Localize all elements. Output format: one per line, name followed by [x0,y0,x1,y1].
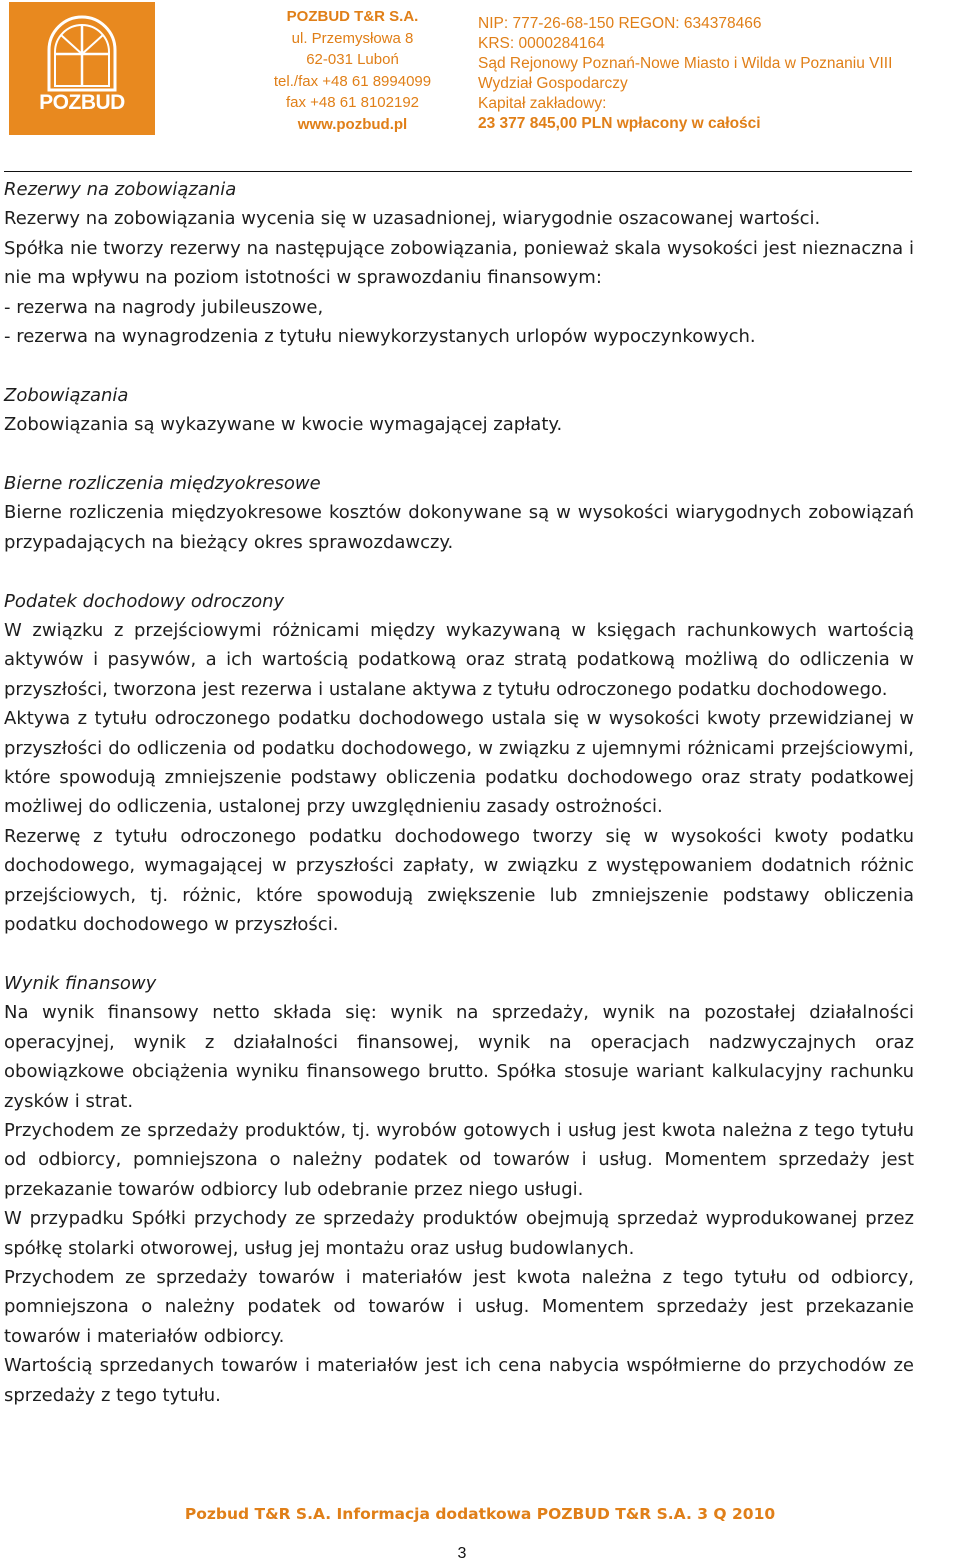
document-body [4,175,914,1410]
company-logo [9,2,155,135]
paragraph: Bierne rozliczenia międzyokresowe kosztów dokonywane są w wysokości wiarygodnych zobowiązań przypadających na bieżący okres sprawozdawczy. [4,502,914,553]
section-heading-bierne: Bierne rozliczenia międzyokresowe [4,473,321,495]
paragraph: Rezerwy na zobowiązania wycenia się w uzasadnionej, wiarygodnie oszacowanej wartości. [4,208,821,230]
logo-text: POZBUD [39,91,125,114]
paragraph: Wartością sprzedanych towarów i materiałów jest ich cena nabycia współmierne do przychodów ze sprzedaży z tego tytułu. [4,1355,914,1406]
capital-label: Kapitał zakładowy: [478,95,607,112]
court-name: Sąd Rejonowy Poznań-Nowe Miasto i Wilda w Poznaniu VIII [478,55,893,72]
registration-block [478,14,960,134]
krs-number: KRS: 0000284164 [478,35,605,52]
capital-value: 23 377 845,00 PLN wpłacony w całości [478,115,761,132]
company-name: POZBUD T&R S.A. [286,8,419,25]
section-heading-rezerwy: Rezerwy na zobowiązania [4,179,237,200]
company-tel: tel./fax +48 61 8994099 [273,72,432,90]
window-logo-icon [9,2,155,135]
header-divider [4,171,912,172]
paragraph: Spółka nie tworzy rezerwy na następujące zobowiązania, ponieważ skala wysokości jest nieznaczna i nie ma wpływu na poziom istotności w sprawozdaniu finansowym: [4,237,914,289]
paragraph: Zobowiązania są wykazywane w kwocie wymagającej zapłaty. [4,414,563,436]
page-header [0,0,960,140]
section-heading-podatek: Podatek dochodowy odroczony [4,590,285,612]
paragraph: W przypadku Spółki przychody ze sprzedaży produktów obejmują sprzedaż wyprodukowanej przez spółkę stolarki otworowej, usług jej montażu oraz usług budowlanych. [4,1208,914,1259]
paragraph: Rezerwę z tytułu odroczonego podatku dochodowego tworzy się w wysokości kwoty podatku dochodowego, wymagającej w przyszłości zapłaty, w związku z występowaniem dodatnich różnic przejściowych, tj. różnic, które spowodują zwiększenie lub zmniejszenie podstawy obliczenia podatku dochodowego w przyszłości. [4,825,914,936]
paragraph: Przychodem ze sprzedaży produktów, tj. wyrobów gotowych i usług jest kwota należna z tego tytułu od odbiorcy, pomniejszona o należny podatek od towarów i usług. Momentem sprzedaży jest przekazanie towarów odbiorcy lub odebranie przez niego usługi. [4,1119,914,1200]
company-street: ul. Przemysłowa 8 [291,29,414,47]
court-department: Wydział Gospodarczy [478,75,628,92]
company-address-block [245,6,460,135]
list-item: - rezerwa na nagrody jubileuszowe, [4,296,324,318]
paragraph: W związku z przejściowymi różnicami między wykazywaną w księgach rachunkowych wartością aktywów i pasywów, a ich wartością podatkową oraz stratą podatkową możliwą do odliczenia w przyszłości, tworzona jest rezerwa i ustalane aktywa z tytułu odroczonego podatku dochodowego. [4,620,914,700]
page-number: 3 [457,1545,467,1562]
paragraph: Na wynik finansowy netto składa się: wynik na sprzedaży, wynik na pozostałej działalności operacyjnej, wynik z działalności finansowej, wynik na operacjach nadzwyczajnych oraz obowiązkowe obciążenia wyniku finansowego brutto. Spółka stosuje wariant kalkulacyjny rachunku zysków i strat. [4,1002,914,1112]
list-item: - rezerwa na wynagrodzenia z tytułu niewykorzystanych urlopów wypoczynkowych. [4,326,756,348]
company-fax: fax +48 61 8102192 [285,94,420,111]
section-heading-zobowiazania: Zobowiązania [4,384,129,406]
paragraph: Aktywa z tytułu odroczonego podatku dochodowego ustala się w wysokości kwoty przewidzianej w przyszłości do odliczenia od podatku dochodowego, w związku z ujemnymi różnicami przejściowymi, które spowodują zmniejszenie podstawy obliczenia podatku dochodowego oraz straty podatkowej możliwej do odliczenia, ustalonej przy uwzględnieniu zasady ostrożności. [4,708,914,818]
company-city: 62-031 Luboń [306,51,399,68]
paragraph: Przychodem ze sprzedaży towarów i materiałów jest kwota należna z tego tytułu od odbiorcy, pomniejszona o należny podatek od towarów i usług. Momentem sprzedaży jest przekazanie towarów i materiałów odbiorcy. [4,1266,914,1347]
company-website-link[interactable]: www.pozbud.pl [297,115,408,133]
page-footer: Pozbud T&R S.A. Informacja dodatkowa POZBUD T&R S.A. 3 Q 2010 [184,1505,776,1523]
section-heading-wynik: Wynik finansowy [4,972,157,994]
nip-regon: NIP: 777-26-68-150 REGON: 634378466 [478,15,762,32]
